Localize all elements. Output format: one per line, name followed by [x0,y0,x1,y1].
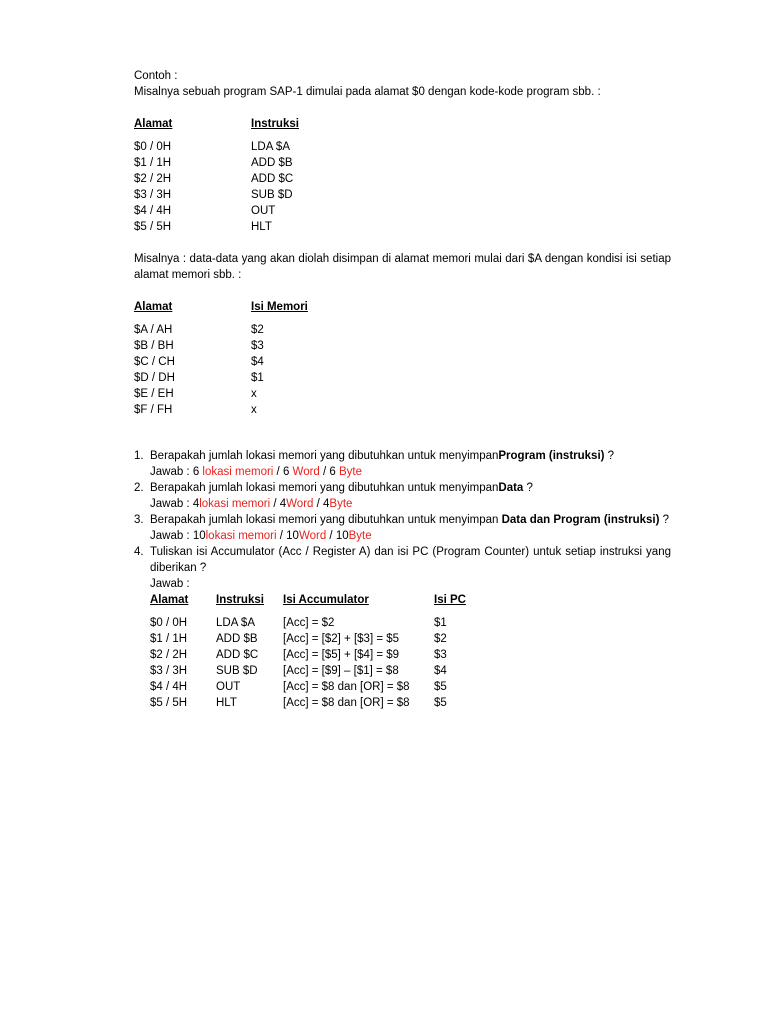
question-3 [134,512,671,544]
program-table [134,116,671,132]
table-cell: $0 / 0H [150,617,188,629]
answer-prefix: Jawab : 10 [150,530,206,542]
answer-red: Word [298,530,327,542]
exec-header-instruksi: Instruksi [216,594,264,606]
answer-red: Word [292,466,320,478]
question-1 [134,448,671,480]
table-cell: $3 [434,649,447,661]
question-number: 4. [134,546,144,558]
question-number: 3. [134,514,144,526]
table-cell: $5 / 5H [150,697,188,709]
table-cell: OUT [251,205,276,217]
table-cell: $A / AH [134,324,173,336]
question-bold: Data dan Program (instruksi) [501,514,660,526]
table-cell: ADD $C [251,173,294,185]
table-cell: $5 [434,681,447,693]
table-cell: HLT [216,697,237,709]
answer-1 [150,464,671,480]
answer-prefix: Jawab : 4 [150,498,200,510]
exec-header-alamat: Alamat [150,594,189,606]
table-cell: $4 [251,356,264,368]
table-cell: [Acc] = $8 dan [OR] = $8 [283,681,410,693]
table-cell: $3 / 3H [134,189,172,201]
question-2 [134,480,671,512]
table-cell: $2 [434,633,447,645]
table-cell: [Acc] = [$2] + [$3] = $5 [283,633,400,645]
question-text: Tuliskan isi Accumulator (Acc / Register A) dan isi PC (Program Counter) untuk setiap instruksi yang diberikan ? [150,546,671,574]
answer-2 [150,496,671,512]
question-text: Berapakah jumlah lokasi memori yang dibutuhkan untuk menyimpan [150,482,499,494]
table-cell: ADD $B [251,157,293,169]
exec-header-pc: Isi PC [434,594,466,606]
answer-red: Byte [348,530,372,542]
memory-table-header-alamat: Alamat [134,301,173,313]
answer-sep: / 4 [313,498,330,510]
memory-table-body [134,322,671,418]
exec-table-body [150,615,671,711]
table-cell: OUT [216,681,241,693]
table-cell: ADD $C [216,649,259,661]
table-cell: $B / BH [134,340,174,352]
table-cell: $5 / 5H [134,221,172,233]
program-table-body [134,139,671,235]
data-intro-paragraph: Misalnya : data-data yang akan diolah disimpan di alamat memori mulai dari $A dengan kondisi isi setiap alamat memori sbb. : [134,253,671,281]
table-cell: [Acc] = $8 dan [OR] = $8 [283,697,410,709]
answer-sep: / 4 [270,498,287,510]
table-cell: $1 / 1H [150,633,188,645]
question-tail: ? [659,514,670,526]
question-text: Berapakah jumlah lokasi memori yang dibutuhkan untuk menyimpan [150,450,499,462]
table-cell: x [251,388,257,400]
table-cell: LDA $A [216,617,255,629]
table-cell: $5 [434,697,447,709]
table-cell: $2 [251,324,264,336]
program-table-header-instruksi: Instruksi [251,118,299,130]
answer-red: Byte [329,498,353,510]
document-page [134,68,671,711]
answer-3 [150,528,671,544]
table-cell: $1 [251,372,264,384]
question-number: 2. [134,482,144,494]
table-cell: $0 / 0H [134,141,172,153]
table-cell: LDA $A [251,141,290,153]
program-table-header-alamat: Alamat [134,118,173,130]
table-cell: $1 [434,617,447,629]
answer-red: Byte [339,466,363,478]
answer-sep: / 6 [273,466,293,478]
answer-red: Word [286,498,314,510]
table-cell: [Acc] = $2 [283,617,335,629]
table-cell: $F / FH [134,404,173,416]
question-bold: Program (instruksi) [498,450,605,462]
table-cell: $4 [434,665,447,677]
table-cell: $4 / 4H [150,681,188,693]
answer-prefix: Jawab : 6 [150,466,203,478]
answer-red: lokasi memori [199,498,271,510]
table-cell: SUB $D [251,189,293,201]
question-list [134,448,671,711]
memory-table-header-isi: Isi Memori [251,301,308,313]
table-cell: $C / CH [134,356,175,368]
question-bold: Data [498,482,524,494]
table-cell: HLT [251,221,272,233]
table-cell: $2 / 2H [150,649,188,661]
intro-heading: Contoh : [134,70,178,82]
answer-red: lokasi memori [202,466,274,478]
question-tail: ? [604,450,615,462]
answer-sep: / 10 [276,530,299,542]
answer-red: lokasi memori [205,530,277,542]
table-cell: [Acc] = [$9] – [$1] = $8 [283,665,399,677]
memory-table [134,299,671,315]
table-cell: ADD $B [216,633,258,645]
table-cell: [Acc] = [$5] + [$4] = $9 [283,649,400,661]
question-text: Berapakah jumlah lokasi memori yang dibutuhkan untuk menyimpan [150,514,502,526]
intro-text: Misalnya sebuah program SAP-1 dimulai pada alamat $0 dengan kode-kode program sbb. : [134,86,601,98]
answer-sep: / 10 [326,530,349,542]
table-cell: $3 [251,340,264,352]
question-tail: ? [523,482,533,494]
table-cell: $1 / 1H [134,157,172,169]
answer-label: Jawab : [150,578,190,590]
exec-header-acc: Isi Accumulator [283,594,369,606]
table-cell: x [251,404,257,416]
answer-sep: / 6 [319,466,340,478]
table-cell: $3 / 3H [150,665,188,677]
question-4 [134,544,671,711]
exec-table [150,592,671,608]
table-cell: $4 / 4H [134,205,172,217]
table-cell: $E / EH [134,388,174,400]
table-cell: $2 / 2H [134,173,172,185]
table-cell: SUB $D [216,665,258,677]
table-cell: $D / DH [134,372,175,384]
question-number: 1. [134,450,144,462]
